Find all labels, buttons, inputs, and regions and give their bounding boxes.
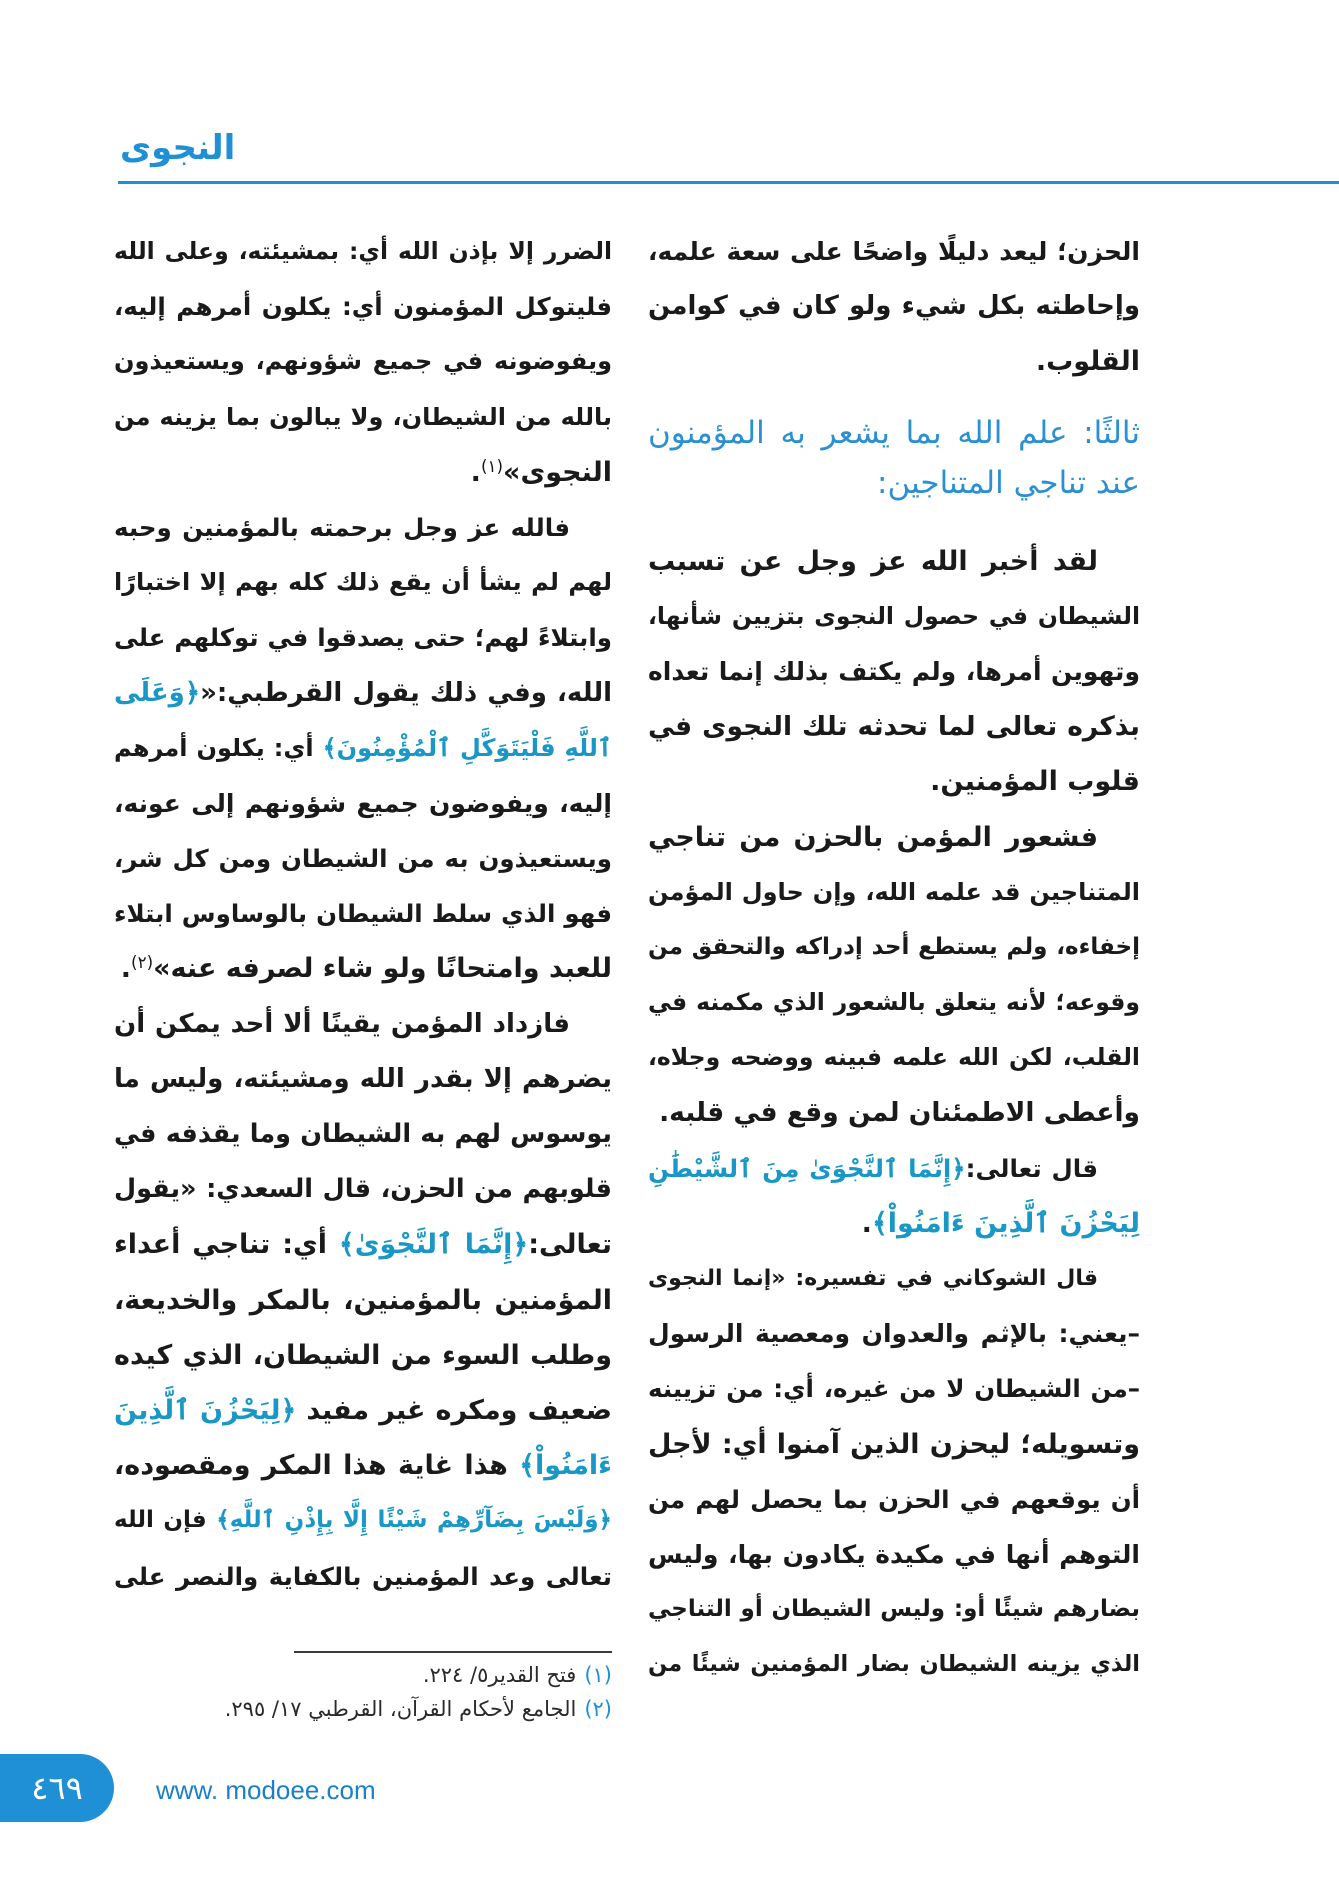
text-line: –من الشيطان لا من غيره، أي: من تزيينه	[648, 1374, 1140, 1404]
text-line	[114, 666, 612, 721]
text-line: المتناجين قد علمه الله، وإن حاول المؤمن	[648, 877, 1140, 906]
text-line: ويستعيذون به من الشيطان ومن كل شر،	[114, 844, 612, 874]
text-segment: الله، وفي ذلك يقول القرطبي:«	[200, 677, 612, 708]
paragraph	[114, 997, 612, 1604]
text-segment: النجوى»	[503, 456, 612, 488]
text-segment: تعالى:	[528, 1229, 612, 1261]
text-line: القلب، لكن الله علمه فبينه ووضحه وجلاه،	[648, 1043, 1140, 1072]
text-line: إخفاءه، ولم يستطع أحد إدراكه والتحقق من	[648, 933, 1140, 960]
footnote	[114, 1692, 612, 1726]
text-column-right	[648, 224, 1140, 1693]
text-line: قلوب المؤمنين.	[930, 766, 1140, 798]
text-line: وتهوين أمرها، ولم يكتف بذلك إنما تعداه	[648, 656, 1140, 686]
footnote-ref: (١)	[480, 455, 503, 476]
quran-verse: ﴿وَعَلَى	[114, 677, 201, 708]
text-line: يوسوس لهم به الشيطان وما يقذفه في	[114, 1119, 612, 1149]
paragraph	[114, 500, 612, 997]
text-line: فهو الذي سلط الشيطان بالوساوس ابتلاء	[114, 899, 612, 929]
footnote-number: (٢)	[584, 1697, 612, 1721]
text-line: عند تناجي المتناجين:	[877, 464, 1140, 501]
footnote-ref: (٢)	[131, 952, 154, 973]
text-line: فالله عز وجل برحمته بالمؤمنين وحبه	[114, 512, 570, 542]
text-line: التوهم أنها في مكيدة يكادون بها، وليس	[648, 1539, 1140, 1569]
text-line: الشيطان في حصول النجوى بتزيين شأنها،	[648, 601, 1140, 630]
page-number: ٤٦٩	[31, 1769, 83, 1807]
quran-verse: ٱللَّهِ فَلْيَتَوَكَّلِ ٱلْمُؤْمِنُونَ﴾	[322, 733, 612, 762]
paragraph	[648, 810, 1140, 1141]
text-line	[648, 1196, 1140, 1251]
text-segment: أي: يكلون أمرهم	[114, 733, 323, 762]
paragraph	[648, 1141, 1140, 1251]
text-line: القلوب.	[1035, 346, 1140, 378]
footnote-text: فتح القدير٥/ ٢٢٤.	[422, 1663, 577, 1687]
footnote-text: الجامع لأحكام القرآن، القرطبي ١٧/ ٢٩٥.	[224, 1697, 577, 1721]
text-line: يضرهم إلا بقدر الله ومشيئته، وليس ما	[114, 1063, 612, 1094]
text-line: بضارهم شيئًا أو: وليس الشيطان أو التناجي	[648, 1596, 1140, 1623]
text-line: إليه، ويفوضون جميع شؤونهم إلى عونه،	[114, 788, 612, 818]
footnote	[114, 1658, 612, 1692]
text-line: فليتوكل المؤمنون أي: يكلون أمرهم إليه،	[114, 292, 612, 322]
text-segment: فإن الله	[114, 1507, 217, 1534]
text-line	[114, 1438, 612, 1493]
quran-verse: ءَامَنُواْ﴾	[519, 1450, 612, 1482]
text-line	[114, 1493, 612, 1548]
text-line: فازداد المؤمن يقينًا ألا أحد يمكن أن	[114, 1008, 570, 1039]
quran-verse: ﴿إِنَّمَا ٱلنَّجْوَىٰ مِنَ ٱلشَّيْطَٰنِ	[648, 1153, 966, 1183]
paragraph	[648, 534, 1140, 810]
text-line: وتسويله؛ ليحزن الذين آمنوا أي: لأجل	[648, 1428, 1140, 1460]
text-line: ثالثًا: علم الله بما يشعر به المؤمنون	[648, 414, 1140, 451]
text-line: لهم لم يشأ أن يقع ذلك كله بهم إلا اختبارًا	[114, 568, 612, 597]
text-segment: .	[120, 953, 132, 985]
text-line: بالله من الشيطان، ولا يبالون بما يزينه من	[114, 402, 612, 431]
quran-verse: ﴿إِنَّمَا ٱلنَّجْوَىٰ﴾	[338, 1229, 529, 1261]
text-line	[114, 1217, 612, 1272]
text-segment: قال تعالى:	[965, 1153, 1098, 1183]
text-line	[114, 721, 612, 776]
header-rule	[118, 181, 1339, 184]
text-segment: هذا غاية هذا المكر ومقصوده،	[114, 1450, 520, 1482]
text-segment: .	[470, 456, 481, 488]
running-header-title: النجوى	[120, 128, 236, 168]
paragraph	[648, 224, 1140, 390]
text-line: تعالى وعد المؤمنين بالكفاية والنصر على	[114, 1561, 612, 1591]
paragraph	[648, 1251, 1140, 1693]
footnote-number: (١)	[584, 1663, 612, 1687]
text-segment: للعبد وامتحانًا ولو شاء لصرفه عنه»	[153, 953, 612, 985]
text-line: وأعطى الاطمئنان لمن وقع في قلبه.	[659, 1097, 1140, 1129]
text-line	[648, 1141, 1140, 1196]
text-line: أن يوقعهم في الحزن بما يحصل لهم من	[648, 1484, 1140, 1514]
text-line: وإحاطته بكل شيء ولو كان في كوامن	[648, 291, 1140, 322]
text-line: الضرر إلا بإذن الله أي: بمشيئته، وعلى الله	[114, 237, 612, 265]
text-line: وطلب السوء من الشيطان، الذي كيده	[114, 1339, 612, 1371]
text-line: المؤمنين بالمؤمنين، بالمكر والخديعة،	[114, 1284, 612, 1316]
text-line: فشعور المؤمن بالحزن من تناجي	[648, 821, 1098, 853]
text-segment: ضعيف ومكره غير مفيد	[296, 1394, 612, 1426]
text-line: ويفوضونه في جميع شؤونهم، ويستعيذون	[114, 347, 612, 376]
text-line: الحزن؛ ليعد دليلًا واضحًا على سعة علمه،	[648, 237, 1140, 266]
text-line: –يعني: بالإثم والعدوان ومعصية الرسول	[648, 1319, 1140, 1349]
footnote-separator	[294, 1651, 612, 1653]
text-line: بذكره تعالى لما تحدثه تلك النجوى في	[648, 711, 1140, 743]
text-line: وقوعه؛ لأنه يتعلق بالشعور الذي مكمنه في	[648, 988, 1140, 1017]
text-line: وابتلاءً لهم؛ حتى يصدقوا في توكلهم على	[114, 623, 612, 653]
text-column-left	[114, 224, 612, 1604]
text-segment: أي: تناجي أعداء	[114, 1229, 339, 1261]
text-line: لقد أخبر الله عز وجل عن تسبب	[648, 545, 1098, 577]
quran-verse: ﴿لِيَحْزُنَ ٱلَّذِينَ	[114, 1394, 297, 1426]
website-url: www. modoee.com	[156, 1775, 376, 1805]
text-line	[114, 1383, 612, 1438]
quran-verse: ﴿وَلَيْسَ بِضَآرِّهِمْ شَيْئًا إِلَّا بِإِذْنِ ٱللَّهِ﴾	[216, 1507, 612, 1534]
text-line	[114, 941, 612, 996]
footnotes	[114, 1658, 612, 1726]
text-segment: .	[861, 1207, 872, 1239]
paragraph	[114, 224, 612, 500]
text-line: قال الشوكاني في تفسيره: «إنما النجوى	[648, 1266, 1098, 1291]
page-number-tab	[0, 1754, 114, 1822]
quran-verse: لِيَحْزُنَ ٱلَّذِينَ ءَامَنُواْ﴾	[871, 1207, 1140, 1239]
section-heading	[648, 408, 1140, 508]
text-line	[114, 445, 612, 500]
text-line: الذي يزينه الشيطان بضار المؤمنين شيئًا من	[648, 1651, 1140, 1678]
text-line: قلوبهم من الحزن، قال السعدي: «يقول	[114, 1174, 612, 1205]
